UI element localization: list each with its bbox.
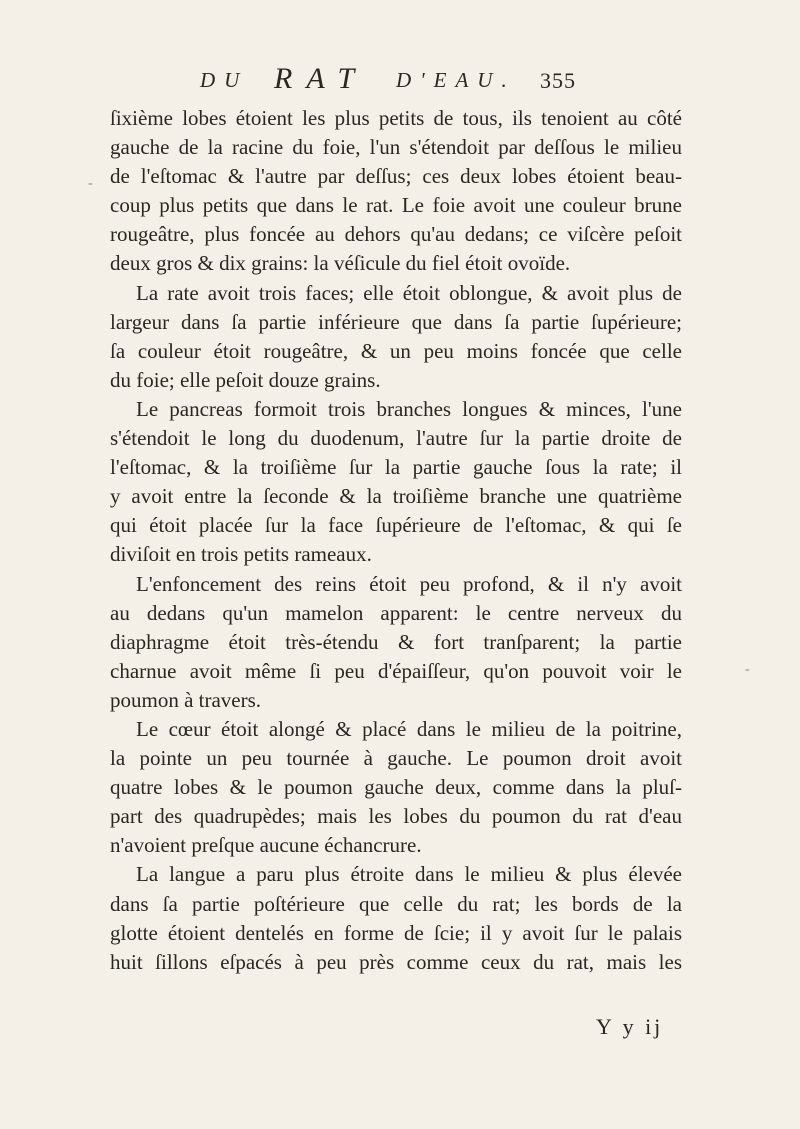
text-line: rougeâtre, plus foncée au dehors qu'au dedans; ce viſcère peſoit bbox=[110, 222, 682, 247]
text-line: La rate avoit trois faces; elle étoit oblongue, & avoit plus de bbox=[136, 280, 682, 305]
text-line: deux gros & dix grains: la véſicule du fiel étoit ovoïde. bbox=[110, 251, 571, 276]
margin-mark: - bbox=[88, 176, 93, 191]
text-line: du foie; elle peſoit douze grains. bbox=[110, 367, 381, 392]
text-line: part des quadrupèdes; mais les lobes du poumon du rat d'eau bbox=[110, 804, 682, 829]
page-number: 355 bbox=[540, 68, 576, 93]
text-line: diviſoit en trois petits rameaux. bbox=[110, 542, 372, 567]
text-line: coup plus petits que dans le rat. Le foie avoit une couleur brune bbox=[110, 193, 682, 218]
text-line: qui étoit placée ſur la face ſupérieure de l'eſtomac, & qui ſe bbox=[110, 513, 682, 538]
body-text bbox=[110, 104, 682, 977]
text-line: huit ſillons eſpacés à peu près comme ceux du rat, mais les bbox=[110, 949, 682, 974]
text-line: Le pancreas formoit trois branches longues & minces, l'une bbox=[136, 396, 682, 421]
text-line: ſixième lobes étoient les plus petits de tous, ils tenoient au côté bbox=[110, 106, 682, 130]
margin-mark: - bbox=[745, 662, 750, 677]
text-line: quatre lobes & le poumon gauche deux, comme dans la pluſ- bbox=[110, 775, 682, 800]
text-line: charnue avoit même ſi peu d'épaiſſeur, qu'on pouvoit voir le bbox=[110, 658, 682, 683]
text-line: diaphragme étoit très-étendu & fort tranſparent; la partie bbox=[110, 629, 682, 654]
text-line: y avoit entre la ſeconde & la troiſième branche une quatrième bbox=[110, 484, 682, 509]
text-line: poumon à travers. bbox=[110, 687, 262, 712]
text-line: dans ſa partie poſtérieure que celle du rat; les bords de la bbox=[110, 891, 682, 916]
text-line: la pointe un peu tournée à gauche. Le poumon droit avoit bbox=[110, 746, 682, 771]
text-line: Le cœur étoit alongé & placé dans le milieu de la poitrine, bbox=[136, 716, 682, 741]
text-line: ſa couleur étoit rougeâtre, & un peu moins foncée que celle bbox=[110, 338, 682, 363]
running-head-rat: RAT bbox=[274, 62, 369, 95]
text-line: de l'eſtomac & l'autre par deſſus; ces deux lobes étoient beau- bbox=[110, 164, 682, 189]
text-line: largeur dans ſa partie inférieure que dans ſa partie ſupérieure; bbox=[110, 309, 682, 334]
text-line: L'enfoncement des reins étoit peu profond, & il n'y avoit bbox=[136, 571, 682, 596]
text-line: glotte étoient dentelés en forme de ſcie; il y avoit ſur le palais bbox=[110, 920, 682, 945]
text-line: l'eſtomac, & la troiſième ſur la partie gauche ſous la rate; il bbox=[110, 455, 682, 480]
text-line: n'avoient preſque aucune échancrure. bbox=[110, 833, 422, 858]
running-head-deau: D'EAU. bbox=[396, 68, 516, 92]
text-line: s'étendoit le long du duodenum, l'autre ſur la partie droite de bbox=[110, 426, 682, 451]
running-head bbox=[200, 64, 680, 94]
signature-mark: Y y ij bbox=[596, 1014, 664, 1039]
text-line: gauche de la racine du foie, l'un s'étendoit par deſſous le milieu bbox=[110, 135, 682, 160]
text-line: La langue a paru plus étroite dans le milieu & plus élevée bbox=[136, 862, 682, 887]
running-head-du: DU bbox=[200, 68, 249, 92]
text-line: au dedans qu'un mamelon apparent: le centre nerveux du bbox=[110, 600, 682, 625]
